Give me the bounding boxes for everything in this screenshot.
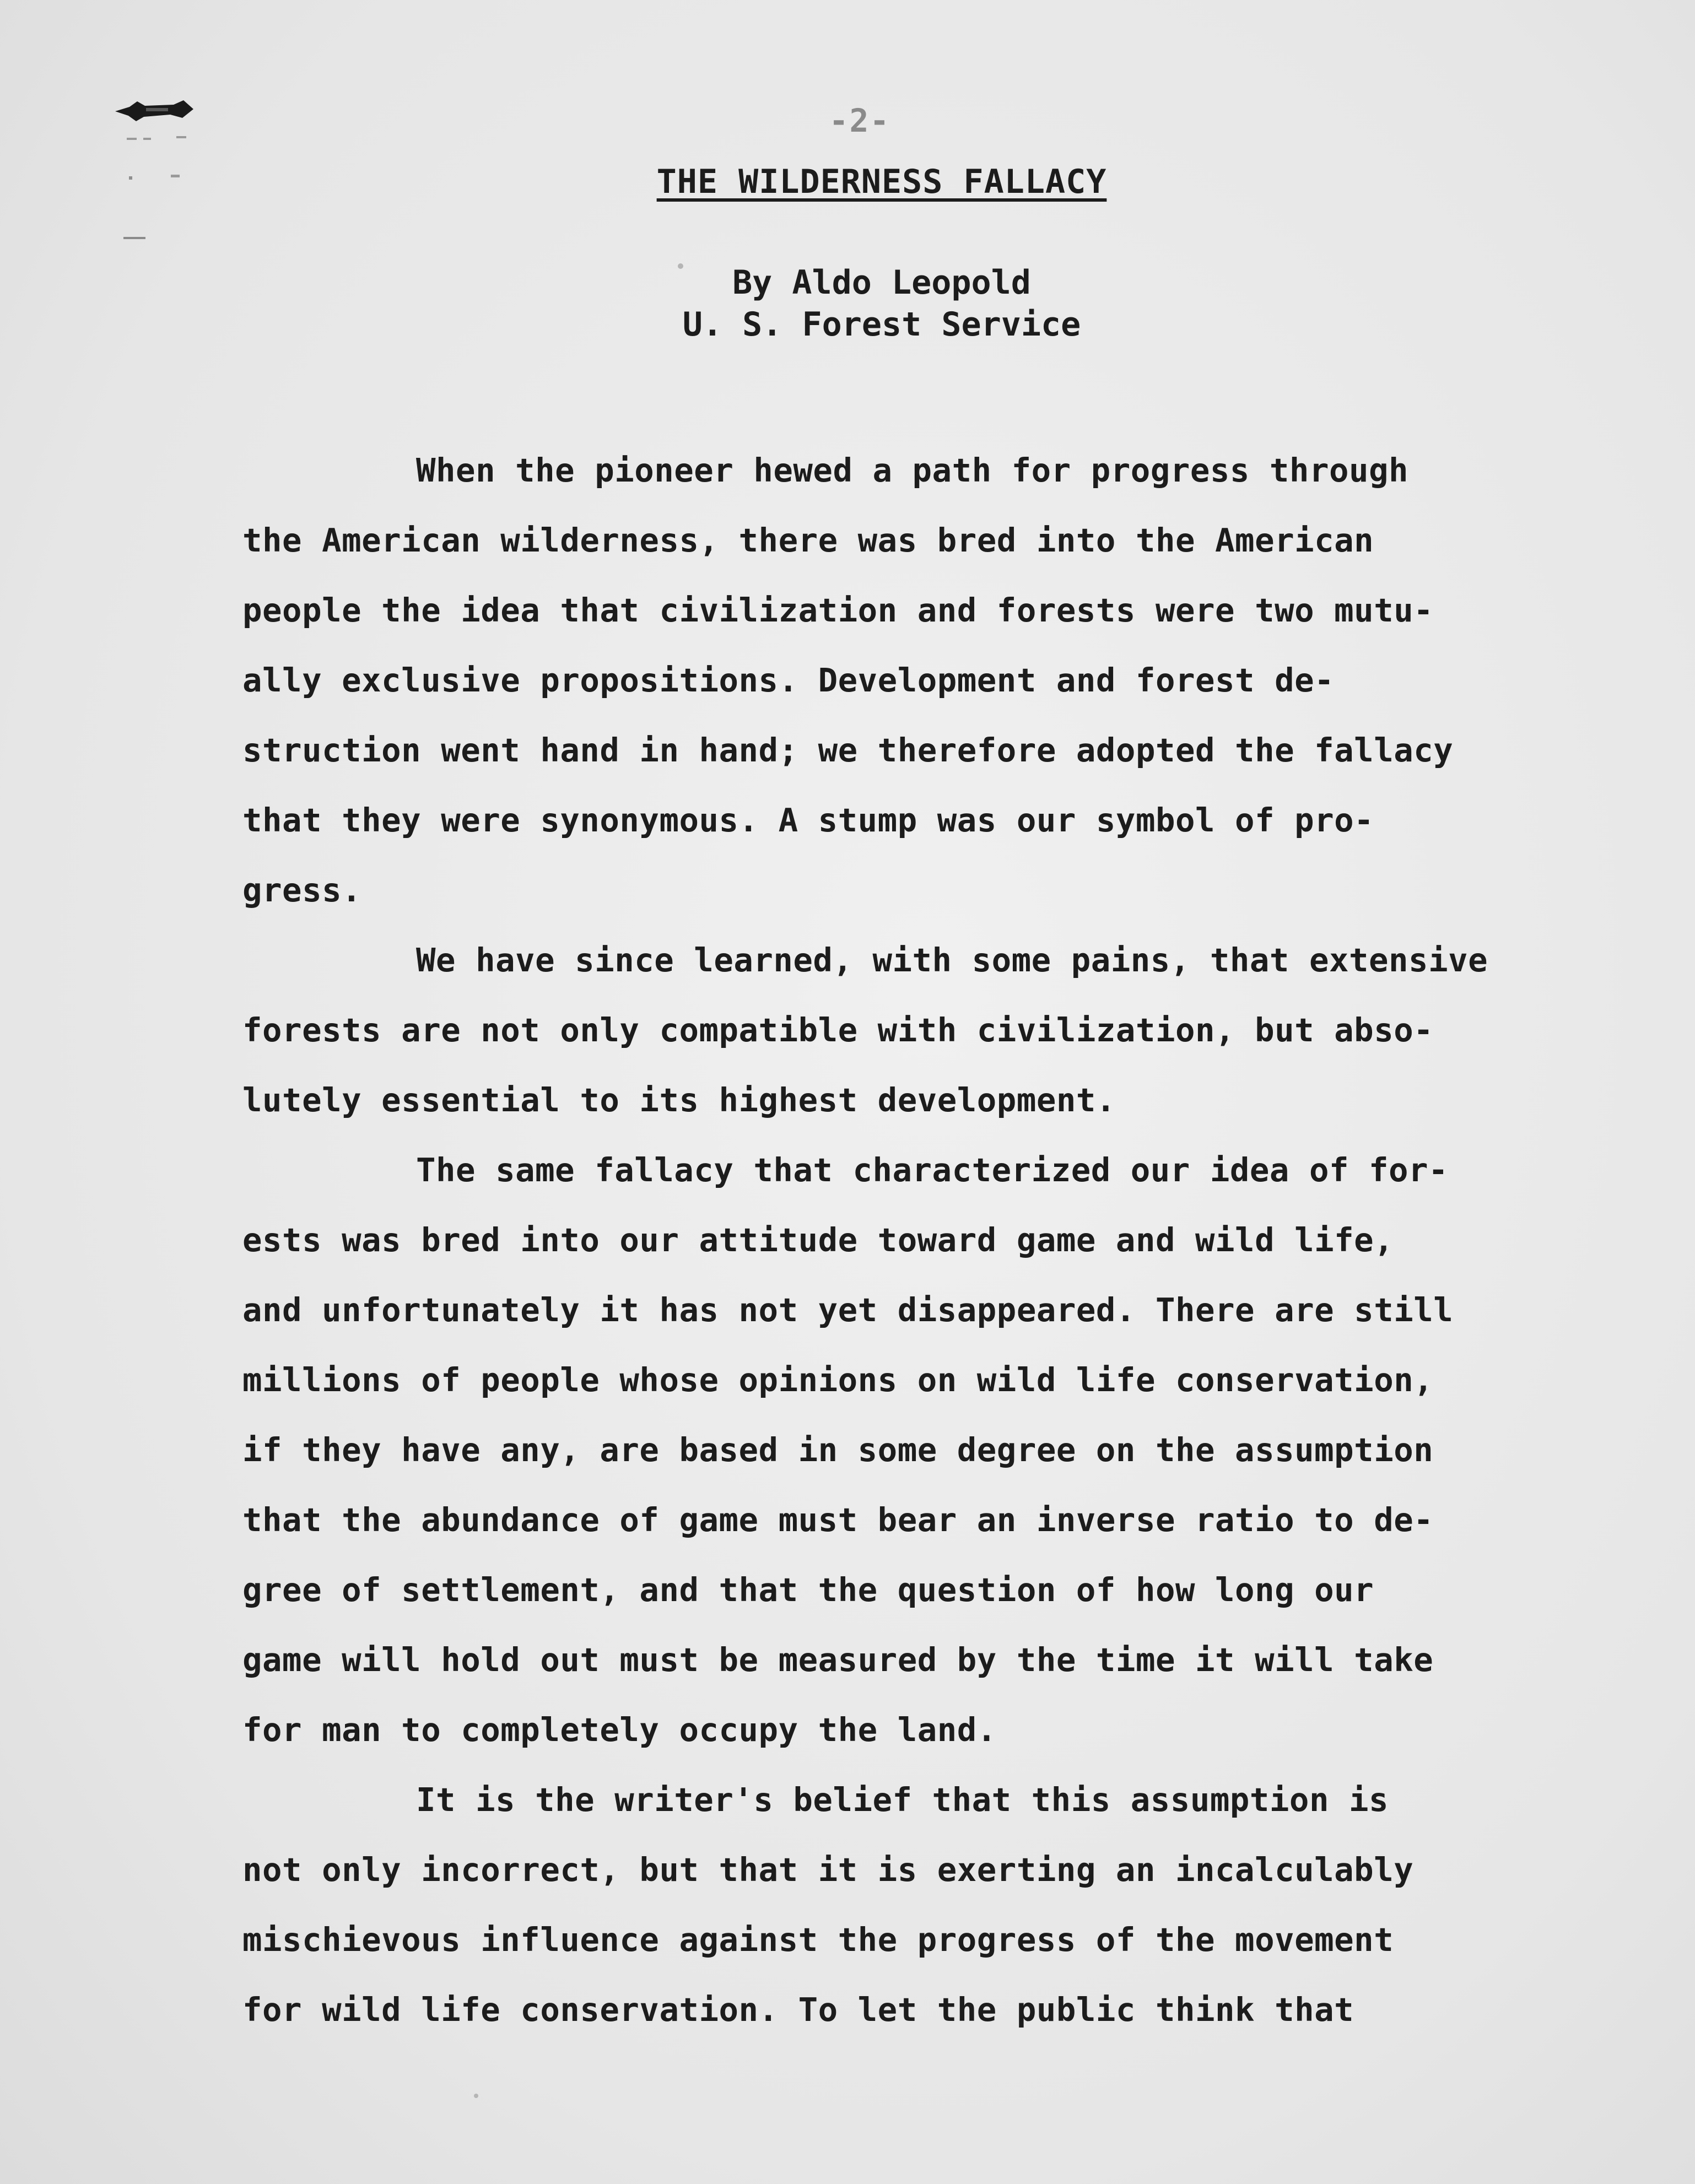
affiliation-line: U. S. Forest Service [682,305,1081,344]
text-line: the American wilderness, there was bred into the American [242,521,1374,559]
margin-marks [121,129,198,251]
text-line: not only incorrect, but that it is exerting an incalculably [242,1851,1414,1889]
paper-clip-mark [113,98,196,123]
text-line: ally exclusive propositions. Development and forest de- [242,661,1335,699]
text-line: if they have any, are based in some degree on the assumption [242,1431,1434,1469]
text-line: game will hold out must be measured by the time it will take [242,1641,1434,1679]
document-title: THE WILDERNESS FALLACY [656,163,1107,201]
ink-speck [678,263,683,269]
text-line: When the pioneer hewed a path for progress through [416,451,1409,489]
author-line: By Aldo Leopold [732,263,1031,302]
text-line: millions of people whose opinions on wild life conservation, [242,1361,1434,1399]
text-line: We have since learned, with some pains, that extensive [416,941,1488,979]
byline [551,262,1212,345]
text-line: that the abundance of game must bear an inverse ratio to de- [242,1501,1434,1539]
text-line: gree of settlement, and that the question of how long our [242,1571,1374,1609]
text-line: and unfortunately it has not yet disappeared. There are still [242,1291,1454,1329]
text-line: mischievous influence against the progress of the movement [242,1921,1394,1959]
text-line: for man to completely occupy the land. [242,1711,997,1749]
text-line: lutely essential to its highest development. [242,1081,1116,1119]
body-text [242,435,1565,2045]
page-number: -2- [829,102,890,139]
text-line: gress. [242,871,362,909]
text-line: struction went hand in hand; we therefore adopted the fallacy [242,731,1454,769]
text-line: for wild life conservation. To let the public think that [242,1991,1354,2029]
text-line: people the idea that civilization and forests were two mutu- [242,591,1434,629]
text-line: forests are not only compatible with civilization, but abso- [242,1011,1434,1049]
ink-speck [474,2094,478,2098]
text-line: ests was bred into our attitude toward game and wild life, [242,1221,1394,1259]
text-line: that they were synonymous. A stump was our symbol of pro- [242,801,1374,839]
text-line: It is the writer's belief that this assumption is [416,1781,1389,1819]
text-line: The same fallacy that characterized our idea of for- [416,1151,1449,1189]
